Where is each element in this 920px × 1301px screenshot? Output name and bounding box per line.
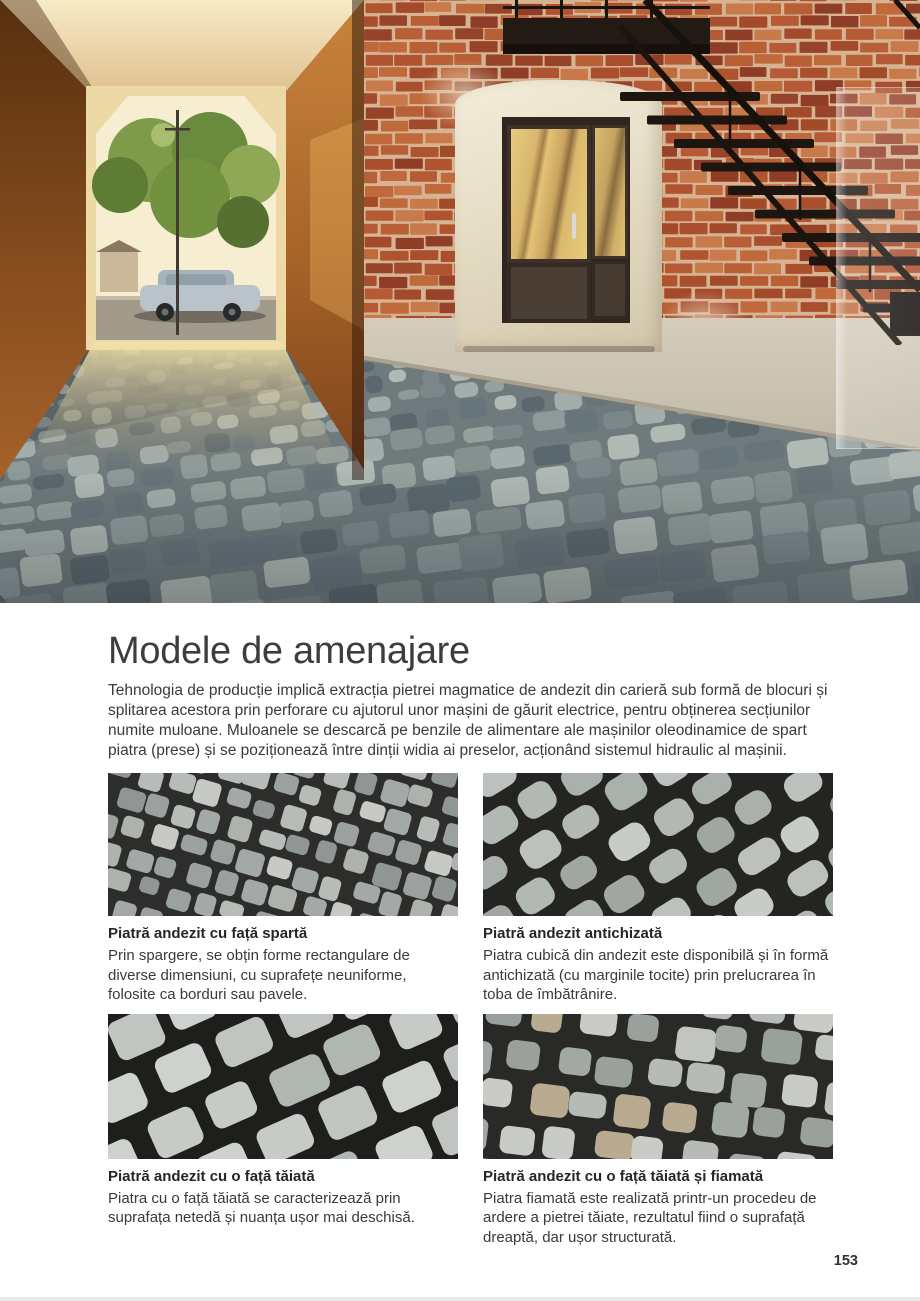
product-row-1: [108, 773, 838, 1005]
product-card-antichizata: [483, 773, 833, 1005]
page-number: 153: [833, 1253, 858, 1269]
highlight-box: [836, 87, 920, 449]
product-row-2: [108, 1014, 838, 1248]
intro-paragraph: Tehnologia de producție implică extracția pietrei magmatice de andezit din carieră sub formă de blocuri și splitarea acestora prin perforare cu ajutorul unor mașini de găurit electrice, pentru obținerea secțiunilor numite muloane. Muloanele se descarcă pe benzile de alimentare ale mașinilor oleodinamice de spart piatra (prese) și se poziționează între dinții widia ai preselor, acționând sistemul hidraulic al mașinii.: [108, 682, 828, 759]
product-title: Piatră andezit cu față spartă: [108, 925, 308, 942]
product-image-fata-taiata: [108, 1014, 458, 1159]
product-title: Piatră andezit cu o față tăiată și fiamată: [483, 1167, 764, 1185]
tunnel-archway: [0, 0, 364, 480]
content-area: [108, 629, 838, 1247]
product-card-fata-taiata: [108, 1014, 458, 1248]
product-description: Piatra cubică din andezit este disponibilă și în formă antichizată (cu marginile tocite) prin prelucrarea în toba de îmbătrânire.: [483, 947, 829, 1003]
door-shadow: [463, 346, 655, 352]
section-heading: Modele de amenajare: [108, 630, 470, 672]
product-image-antichizata: [483, 773, 833, 916]
page-bottom-edge: [0, 1297, 920, 1301]
product-title: Piatră andezit cu o față tăiată: [108, 1167, 315, 1185]
product-card-taiata-fiamata: [483, 1014, 833, 1248]
product-image-taiata-fiamata: [483, 1014, 833, 1159]
hero-photo: [0, 0, 920, 603]
product-title: Piatră andezit antichizată: [483, 925, 663, 942]
product-description: Prin spargere, se obțin forme rectangulare de diverse dimensiuni, cu suprafețe neuniforme, folosite ca borduri sau pavele.: [108, 947, 410, 1003]
product-image-fata-sparta: [108, 773, 458, 916]
product-description: Piatra cu o față tăiată se caracterizează prin suprafața netedă și nuanța ușor mai deschisă.: [108, 1189, 415, 1226]
product-card-fata-sparta: [108, 773, 458, 1005]
product-description: Piatra fiamată este realizată printr-un procedeu de ardere a pietrei tăiate, rezultatul fiind o suprafață dreaptă, dar ușor structurată.: [483, 1189, 817, 1246]
